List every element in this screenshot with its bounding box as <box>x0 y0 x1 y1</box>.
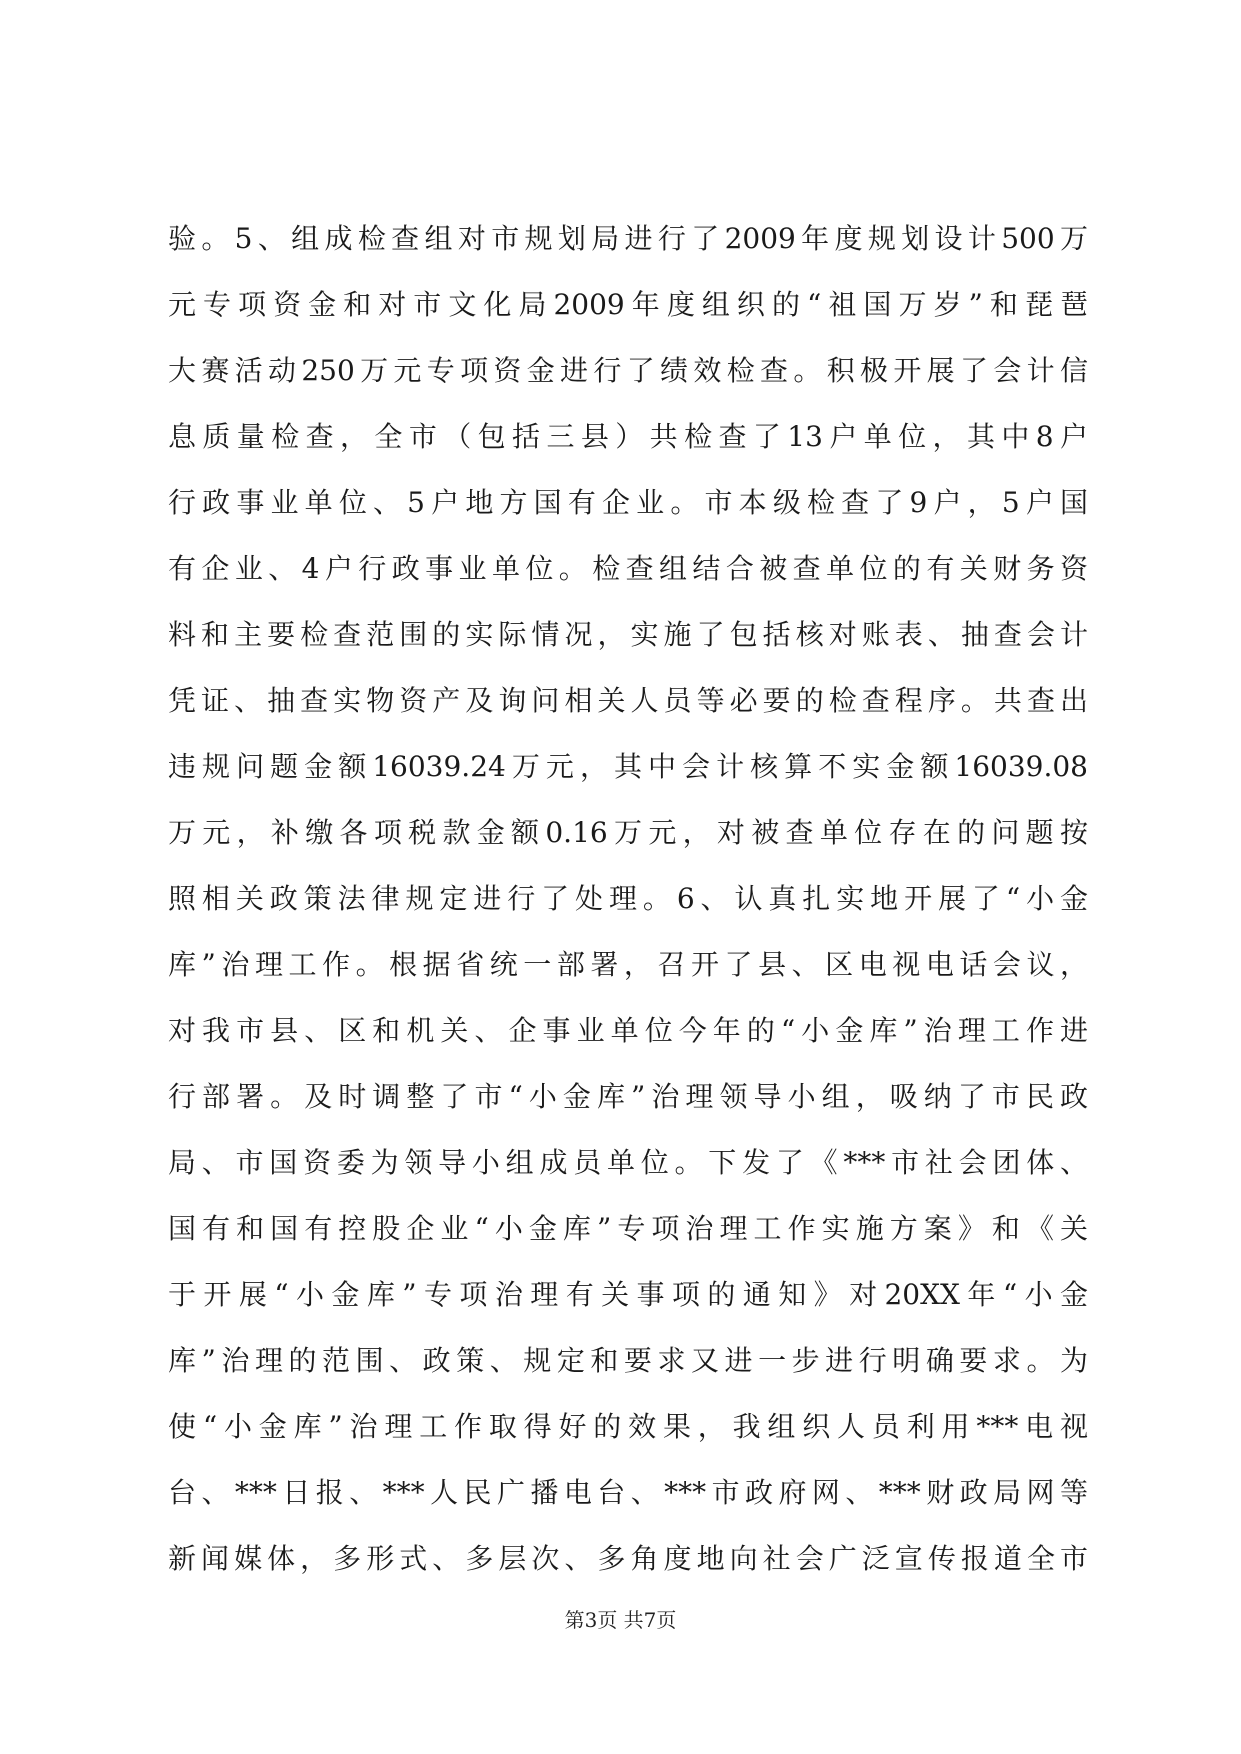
text-line: 凭证、抽查实物资产及询问相关人员等必要的检查程序。共查出 <box>168 684 1088 717</box>
text-line: 局、市国资委为领导小组成员单位。下发了《***市社会团体、 <box>168 1146 1088 1179</box>
text-line: 对我市县、区和机关、企事业单位今年的“小金库”治理工作进 <box>168 1014 1088 1047</box>
text-line: 库”治理工作。根据省统一部署，召开了县、区电视电话会议， <box>168 948 1088 981</box>
text-line: 使“小金库”治理工作取得好的效果，我组织人员利用***电视 <box>168 1410 1088 1443</box>
text-line: 元专项资金和对市文化局2009年度组织的“祖国万岁”和琵琶 <box>168 288 1088 321</box>
page-number: 第3页 共7页 <box>564 1608 677 1632</box>
text-line: 行部署。及时调整了市“小金库”治理领导小组，吸纳了市民政 <box>168 1080 1088 1113</box>
text-line: 大赛活动250万元专项资金进行了绩效检查。积极开展了会计信 <box>168 354 1088 387</box>
text-line: 违规问题金额16039.24万元，其中会计核算不实金额16039.08 <box>168 750 1088 783</box>
text-line: 台、***日报、***人民广播电台、***市政府网、***财政局网等 <box>168 1476 1088 1509</box>
text-line: 新闻媒体，多形式、多层次、多角度地向社会广泛宣传报道全市 <box>168 1542 1088 1575</box>
text-line: 万元，补缴各项税款金额0.16万元，对被查单位存在的问题按 <box>168 816 1088 849</box>
text-line: 库”治理的范围、政策、规定和要求又进一步进行明确要求。为 <box>168 1344 1088 1377</box>
body-paragraph <box>168 206 1088 1592</box>
text-line: 验。5、组成检查组对市规划局进行了2009年度规划设计500万 <box>168 222 1088 255</box>
text-line: 行政事业单位、5户地方国有企业。市本级检查了9户，5户国 <box>168 486 1088 519</box>
text-line: 照相关政策法律规定进行了处理。6、认真扎实地开展了“小金 <box>168 882 1088 915</box>
text-line: 于开展“小金库”专项治理有关事项的通知》对20XX年“小金 <box>168 1278 1088 1311</box>
text-line: 国有和国有控股企业“小金库”专项治理工作实施方案》和《关 <box>168 1212 1088 1245</box>
page-footer <box>0 1606 1241 1634</box>
text-line: 料和主要检查范围的实际情况，实施了包括核对账表、抽查会计 <box>168 618 1088 651</box>
text-line: 息质量检查，全市（包括三县）共检查了13户单位，其中8户 <box>168 420 1088 453</box>
text-line: 有企业、4户行政事业单位。检查组结合被查单位的有关财务资 <box>168 552 1088 585</box>
